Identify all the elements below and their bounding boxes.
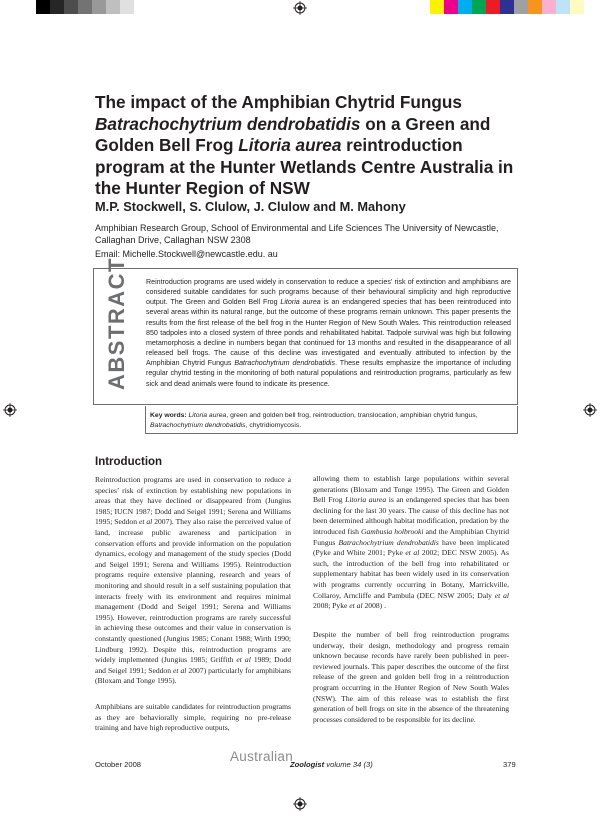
text-run: 2008; Pyke [313,601,350,611]
color-swatch [570,0,584,14]
gray-swatch [134,0,148,14]
intro-paragraph-2 [95,702,291,734]
text-run: et al [138,517,153,527]
text-run: Batrachochytrium dendrobatidis [150,421,246,429]
text-run: allowing them to establish large populations within several generations (Bloxam and Tonge 1995). The Green and Golden Bell Frog [313,474,509,505]
text-run: et al [494,590,509,600]
footer-volume: volume 34 (3) [326,760,373,769]
text-run: Amphibians are suitable candidates for reintroduction programs as they are behaviorally simple, requiring no pre-release training and have high reproductive outputs, [95,702,291,733]
grayscale-bar [36,0,148,14]
text-run: is an endangered species that has been reintroduced into several areas within its natural range, but the outcome of these programs remain unknown. This paper presents the results from the first release of the bell frog in the Hunter Region of New South Wales. This reintroduction released 850 tadpoles into a closed system of three ponds and rehabilitated habitat. Tadpole survival was high but following metamorphosis a decline in numbers began that continued for 13 months and resulted in the disappearance of all released bell frogs. The cause of this decline was investigated and eventually attributed to infection by the Amphibian Chytrid Fungus [146,298,511,368]
text-run: reintroduction program at the Hunter Wetlands Centre Australia in the Hunter Region of NSW [95,135,514,198]
text-run: Reintroduction programs are used in conservation to reduce a species’ risk of extinction by establishing new populations in areas that they have declined or disappeared from (Jungius 1985; IUCN 1987; Dodd and Seigel 1991; Serena and Williams 1995; Seddon [95,475,291,527]
author-affiliation: Amphibian Research Group, School of Environmental and Life Sciences The University of Newcastle, Callaghan Drive, Callaghan NSW 2308 [95,223,499,245]
gray-swatch [78,0,92,14]
intro-paragraph-3 [313,630,509,725]
text-run: et al [236,655,251,665]
intro-paragraph-1 [95,475,291,687]
keywords-list [150,412,478,429]
intro-paragraph-2-cont [313,474,509,612]
text-run: , green and golden bell frog, reintroduction, translocation, amphibian chytrid fungus, [226,412,478,419]
text-run: is an endangered species that has been declining for the last 30 years. The cause of this decline has not been determined although habitat modification, predation by the introduced fish [313,495,509,536]
text-run: The impact of the Amphibian Chytrid Fungus [95,92,462,112]
color-bar [430,0,584,14]
gray-swatch [92,0,106,14]
footer-date: October 2008 [95,760,142,769]
text-run: have been implicated (Pyke and White 2001; Pyke [313,537,509,558]
text-run: 2008) . [362,601,387,611]
color-swatch [458,0,472,14]
color-swatch [472,0,486,14]
color-swatch [542,0,556,14]
registration-mark-top [293,1,307,15]
text-run: 2002; DEC NSW 2005). As such, the introduction of the bell frog into rehabilitated or supplementary habitat has been widely used in its conservation with programs currently occurring in Botany, Marrickville, Collaroy, Arncliffe and Pambula (DEC NSW 2005; Daly [313,548,509,600]
text-run: et al [349,601,363,611]
gray-swatch [106,0,120,14]
footer-journal [290,760,373,769]
abstract-label: ABSTRACT [104,257,129,390]
text-run: and the Amphibian Chytrid Fungus [313,526,509,547]
article-title [95,92,515,200]
color-swatch [500,0,514,14]
introduction-heading: Introduction [95,456,163,468]
text-run: Litoria aurea [345,495,387,505]
text-run: on a Green and Golden Bell Frog [95,113,491,155]
color-swatch [444,0,458,14]
text-run: Batrachochytrium dendrobatidis [95,113,361,134]
text-run: Litoria aurea [186,412,227,419]
text-run: , chytridiomycosis. [245,421,302,429]
keywords-label: Key words: [150,412,187,419]
text-run: Gambusia holbrooki [361,526,424,536]
text-run: Litoria aurea [280,298,321,307]
journal-logo-australian: Australian [230,749,294,764]
text-run: . These results emphasize the importance of including regular chytrid testing in the monitoring of both natural populations and reintroduction programs, particularly as few sick and dead animals were found to indicate its presence. [146,359,511,388]
registration-mark-bottom [293,797,307,811]
keywords [150,411,514,430]
registration-mark-right [583,403,597,417]
abstract-text [146,277,511,389]
text-run: et al [173,665,187,675]
text-run: Batrachochytrium dendrobatidis [234,359,336,368]
gray-swatch [36,0,50,14]
registration-mark-left [3,403,17,417]
text-run: et al [405,548,420,558]
text-run: 2007) particularly for amphibians (Bloxam and Tonge 1995). [95,665,291,686]
author-email: Email: Michelle.Stockwell@newcastle.edu. au [95,249,278,259]
text-run: Reintroduction programs are used widely in conservation to reduce a species’ risk of extinction and amphibians are considered suitable candidates for such programs because of their behavioural simplicity and high reproductive output. The Green and Golden Bell Frog [146,278,511,307]
text-run: 2007). They also raise the perceived value of land, increase public awareness and participation in conservation efforts and provide information on the population dynamics, ecology and management of the study species (Dodd and Seigel 1991; Serena and Williams 1995). Reintroduction programs require extensive planning, research and years of monitoring and should result in a self sustaining population that interacts freely with its environment and requires minimal management (Dodd and Seigel 1991; Serena and Williams 1995). However, reintroduction programs are rarely successful in achieving these outcomes and their value in conservation is constantly questioned (Jungius 1985; Conant 1988; Wirth 1990; Lindburg 1992). Despite this, reintroduction programs are widely implemented (Jungius 1985; Griffith [95,517,291,665]
article-authors: M.P. Stockwell, S. Clulow, J. Clulow and M. Mahony [95,199,406,214]
text-run: 1989; Dodd and Seigel 1991; Seddon [95,655,291,675]
color-swatch [514,0,528,14]
color-swatch [486,0,500,14]
text-run: Batrachochytrium dendrobatidis [338,537,439,547]
color-swatch [430,0,444,14]
gray-swatch [50,0,64,14]
gray-swatch [120,0,134,14]
color-swatch [528,0,542,14]
text-run: Litoria aurea [238,135,342,155]
text-run: Despite the number of bell frog reintroduction programs underway, their design, methodology and progress remain unknown because records have rarely been published in peer-reviewed journals. This paper describes the outcome of the first release of the green and golden bell frog in a reintroduction program occurring in the Hunter Region of New South Wales (NSW). The aim of this release was to establish the first generation of bell frogs on site in the absence of the threatening processes considered to be responsible for its decline. [313,630,509,724]
color-swatch [556,0,570,14]
journal-logo-zoologist: Zoologist [290,760,325,769]
footer-page-number: 379 [503,760,516,769]
gray-swatch [64,0,78,14]
